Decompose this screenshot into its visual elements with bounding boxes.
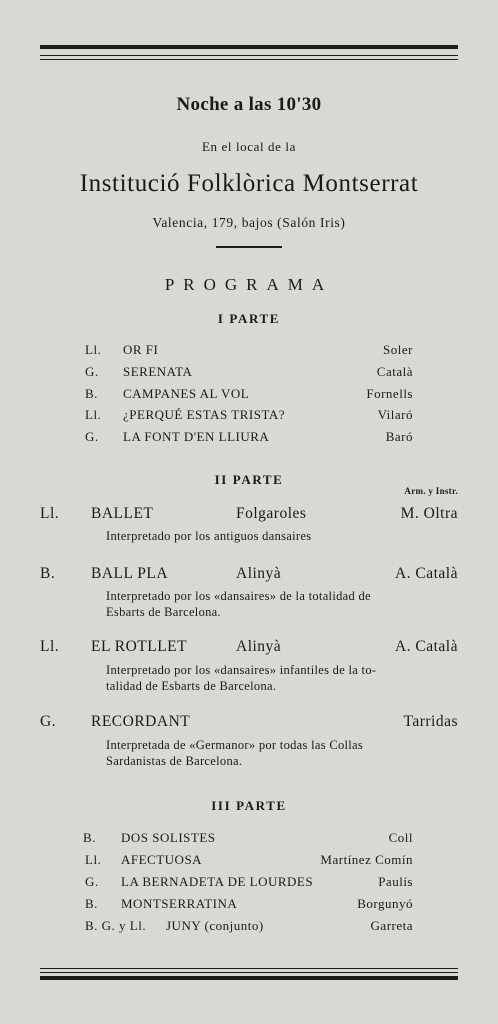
description-line: Sardanistas de Barcelona. [106, 754, 243, 768]
list-item-composer: Borgunyó [357, 896, 413, 911]
list-item-composer: Alinyà [236, 565, 282, 582]
list-item-code: Ll. [85, 342, 102, 357]
part3-title: III PARTE [211, 798, 287, 813]
list-item-code: B. [40, 565, 56, 582]
list-item-description [106, 737, 458, 769]
part1-title: I PARTE [217, 311, 281, 326]
list-item-code: B. [85, 386, 98, 401]
list-item-description [106, 528, 458, 544]
part2-title: II PARTE [214, 472, 284, 487]
list-item-title: ¿PERQUÉ ESTAS TRISTA? [123, 407, 286, 422]
list-item-description [106, 588, 458, 620]
list-item-composer: Garreta [370, 918, 413, 933]
address: Valencia, 179, bajos (Salón Iris) [152, 215, 346, 230]
list-item-title: RECORDANT [91, 713, 191, 730]
list-item-composer: Català [376, 364, 413, 379]
top-double-rule [40, 45, 458, 60]
list-item-title: JUNY (conjunto) [166, 918, 264, 933]
institution-name: Institució Folklòrica Montserrat [79, 170, 419, 197]
list-item-composer: Baró [385, 429, 413, 444]
list-item-composer: Alinyà [236, 638, 282, 655]
description-line: Interpretado por los «dansaires» de la totalidad de [106, 589, 371, 603]
list-item-composer: Paulís [378, 874, 413, 889]
list-item-code: Ll. [85, 407, 102, 422]
list-item-title: CAMPANES AL VOL [123, 386, 250, 401]
list-item-title: AFECTUOSA [121, 852, 203, 867]
list-item-title: LA BERNADETA DE LOURDES [121, 874, 314, 889]
description-line: Interpretado por los «dansaires» infantiles de la to- [106, 663, 377, 677]
list-item-code: Ll. [40, 505, 60, 522]
description-line: talidad de Esbarts de Barcelona. [106, 679, 277, 693]
list-item-composer: Fornells [366, 386, 413, 401]
arranger-column-note: Arm. y Instr. [404, 486, 458, 496]
short-divider [216, 246, 282, 248]
list-item-arranger: M. Oltra [400, 505, 458, 522]
list-item-arranger: A. Català [394, 638, 458, 655]
list-item-title: DOS SOLISTES [121, 830, 216, 845]
list-item-description [106, 662, 458, 694]
list-item-title: BALLET [91, 505, 154, 522]
list-item-code: G. [85, 364, 99, 379]
list-item-code: G. [40, 713, 57, 730]
list-item-title: OR FI [123, 342, 159, 357]
local-intro: En el local de la [202, 139, 296, 154]
time-heading: Noche a las 10'30 [176, 94, 322, 115]
list-item-composer: Folgaroles [236, 505, 307, 522]
list-item-title: BALL PLA [91, 565, 169, 582]
description-line: Interpretado por los antiguos dansaires [106, 529, 312, 543]
bottom-double-rule [40, 965, 458, 980]
list-item-code: Ll. [40, 638, 60, 655]
list-item-composer: Martínez Comín [320, 852, 413, 867]
list-item-code: G. [85, 874, 99, 889]
list-item-composer: Vilaró [377, 407, 413, 422]
list-item-composer: Soler [383, 342, 413, 357]
list-item-arranger: Tarridas [403, 713, 458, 730]
programa-title: PROGRAMA [164, 275, 334, 294]
list-item-code: Ll. [85, 852, 102, 867]
description-line: Interpretada de «Germanor» por todas las Collas [106, 738, 364, 752]
list-item-code: B. [83, 830, 96, 845]
list-item-title: LA FONT D'EN LLIURA [123, 429, 270, 444]
description-line: Esbarts de Barcelona. [106, 605, 221, 619]
list-item-code: G. [85, 429, 99, 444]
list-item-title: MONTSERRATINA [121, 896, 238, 911]
list-item-title: EL ROTLLET [91, 638, 188, 655]
list-item-code: B. [85, 896, 98, 911]
list-item-title: SERENATA [123, 364, 193, 379]
list-item-composer: Coll [388, 830, 413, 845]
list-item-code: B. G. y Ll. [85, 918, 147, 933]
list-item-arranger: A. Català [394, 565, 458, 582]
